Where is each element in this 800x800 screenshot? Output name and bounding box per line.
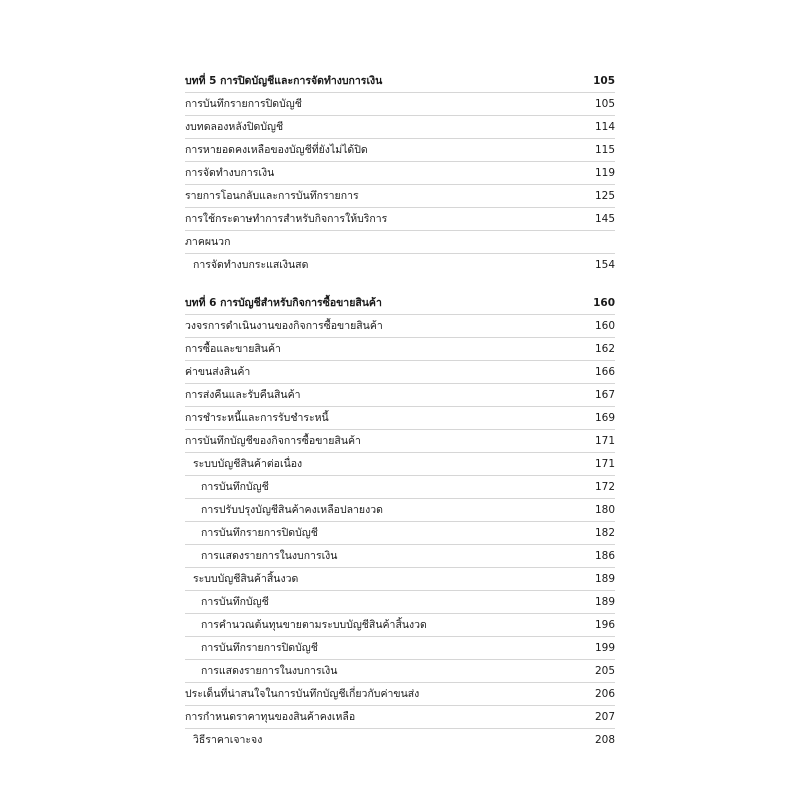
toc-page-number: 162 <box>594 343 615 355</box>
toc-entry-title: การกำหนดราคาทุนของสินค้าคงเหลือ <box>185 711 356 723</box>
toc-page-number: 167 <box>594 389 615 401</box>
toc-entry-row <box>185 545 615 568</box>
toc-page-number: 207 <box>594 711 615 723</box>
toc-entry-row <box>185 614 615 637</box>
toc-page-number: 171 <box>594 458 615 470</box>
toc-entry-row <box>185 591 615 614</box>
toc-entry-title: การปรับปรุงบัญชีสินค้าคงเหลือปลายงวด <box>201 504 383 516</box>
toc-entry-title: งบทดลองหลังปิดบัญชี <box>185 121 284 133</box>
toc-entry-row <box>185 162 615 185</box>
toc-entry-row <box>185 453 615 476</box>
toc-entry-title: การบันทึกรายการปิดบัญชี <box>185 98 302 110</box>
toc-entry-title: การแสดงรายการในงบการเงิน <box>201 550 338 562</box>
toc-entry-row <box>185 315 615 338</box>
toc-page-number: 119 <box>594 167 615 179</box>
toc-entry-title: การหายอดคงเหลือของบัญชีที่ยังไม่ได้ปิด <box>185 144 368 156</box>
toc-entry-row <box>185 93 615 116</box>
toc-page-number: 206 <box>594 688 615 700</box>
toc-entry-title: การบันทึกบัญชีของกิจการซื้อขายสินค้า <box>185 435 361 447</box>
toc-entry-row <box>185 430 615 453</box>
toc-entry-row <box>185 706 615 729</box>
toc-entry-title: การบันทึกรายการปิดบัญชี <box>201 642 318 654</box>
toc-entry-row <box>185 407 615 430</box>
toc-entry-title: รายการโอนกลับและการบันทึกรายการ <box>185 190 359 202</box>
toc-page-number: 199 <box>594 642 615 654</box>
toc-entry-title: การใช้กระดาษทำการสำหรับกิจการให้บริการ <box>185 213 388 225</box>
toc-entry-title: ค่าขนส่งสินค้า <box>185 366 251 378</box>
table-of-contents <box>185 70 615 751</box>
toc-page-number: 186 <box>594 550 615 562</box>
toc-entry-title: การจัดทำงบกระแสเงินสด <box>193 259 309 271</box>
toc-entry-title: ภาคผนวก <box>185 236 231 248</box>
toc-entry-row <box>185 683 615 706</box>
toc-page-number: 114 <box>594 121 615 133</box>
toc-page-number: 189 <box>594 573 615 585</box>
toc-page-number: 154 <box>594 259 615 271</box>
toc-page-number: 196 <box>594 619 615 631</box>
toc-entry-title: การจัดทำงบการเงิน <box>185 167 275 179</box>
toc-page-number: 166 <box>594 366 615 378</box>
toc-page-number: 205 <box>594 665 615 677</box>
toc-entry-title: การซื้อและขายสินค้า <box>185 343 281 355</box>
toc-entry-title: การชำระหนี้และการรับชำระหนี้ <box>185 412 329 424</box>
toc-page-number: 169 <box>594 412 615 424</box>
toc-entry-title: การบันทึกรายการปิดบัญชี <box>201 527 318 539</box>
toc-page-number: 145 <box>594 213 615 225</box>
toc-entry-row <box>185 139 615 162</box>
toc-page-number: 171 <box>594 435 615 447</box>
toc-entry-title: การคำนวณต้นทุนขายตามระบบบัญชีสินค้าสิ้นงวด <box>201 619 427 631</box>
toc-page-number: 160 <box>594 320 615 332</box>
toc-page-number: 189 <box>594 596 615 608</box>
toc-entry-row <box>185 231 615 254</box>
toc-entry-title: การบันทึกบัญชี <box>201 596 269 608</box>
toc-entry-row <box>185 729 615 751</box>
toc-chapter-row <box>185 292 615 315</box>
toc-entry-title: ระบบบัญชีสินค้าสิ้นงวด <box>193 573 299 585</box>
toc-entry-row <box>185 637 615 660</box>
toc-page-number: 182 <box>594 527 615 539</box>
toc-page-number: 105 <box>593 75 615 87</box>
toc-entry-row <box>185 384 615 407</box>
toc-entry-title: บทที่ 6 การบัญชีสำหรับกิจการซื้อขายสินค้า <box>185 297 382 309</box>
toc-entry-row <box>185 254 615 276</box>
toc-entry-title: การแสดงรายการในงบการเงิน <box>201 665 338 677</box>
toc-entry-row <box>185 361 615 384</box>
toc-entry-title: ระบบบัญชีสินค้าต่อเนื่อง <box>193 458 303 470</box>
toc-page-number: 180 <box>594 504 615 516</box>
toc-entry-title: การบันทึกบัญชี <box>201 481 269 493</box>
toc-page-number: 208 <box>594 734 615 746</box>
toc-page-number: 160 <box>593 297 615 309</box>
toc-entry-row <box>185 208 615 231</box>
toc-entry-row <box>185 185 615 208</box>
toc-entry-row <box>185 522 615 545</box>
toc-entry-row <box>185 476 615 499</box>
toc-entry-row <box>185 660 615 683</box>
toc-entry-row <box>185 568 615 591</box>
toc-entry-row <box>185 338 615 361</box>
toc-page-number: 105 <box>594 98 615 110</box>
toc-entry-title: วิธีราคาเจาะจง <box>193 734 263 746</box>
toc-entry-row <box>185 499 615 522</box>
toc-entry-title: บทที่ 5 การปิดบัญชีและการจัดทำงบการเงิน <box>185 75 383 87</box>
toc-page-number: 172 <box>594 481 615 493</box>
toc-page-number: 125 <box>594 190 615 202</box>
toc-entry-row <box>185 116 615 139</box>
toc-chapter-row <box>185 70 615 93</box>
toc-entry-title: ประเด็นที่น่าสนใจในการบันทึกบัญชีเกี่ยวกับค่าขนส่ง <box>185 688 420 700</box>
toc-page-number: 115 <box>594 144 615 156</box>
toc-entry-title: วงจรการดำเนินงานของกิจการซื้อขายสินค้า <box>185 320 383 332</box>
toc-entry-title: การส่งคืนและรับคืนสินค้า <box>185 389 301 401</box>
